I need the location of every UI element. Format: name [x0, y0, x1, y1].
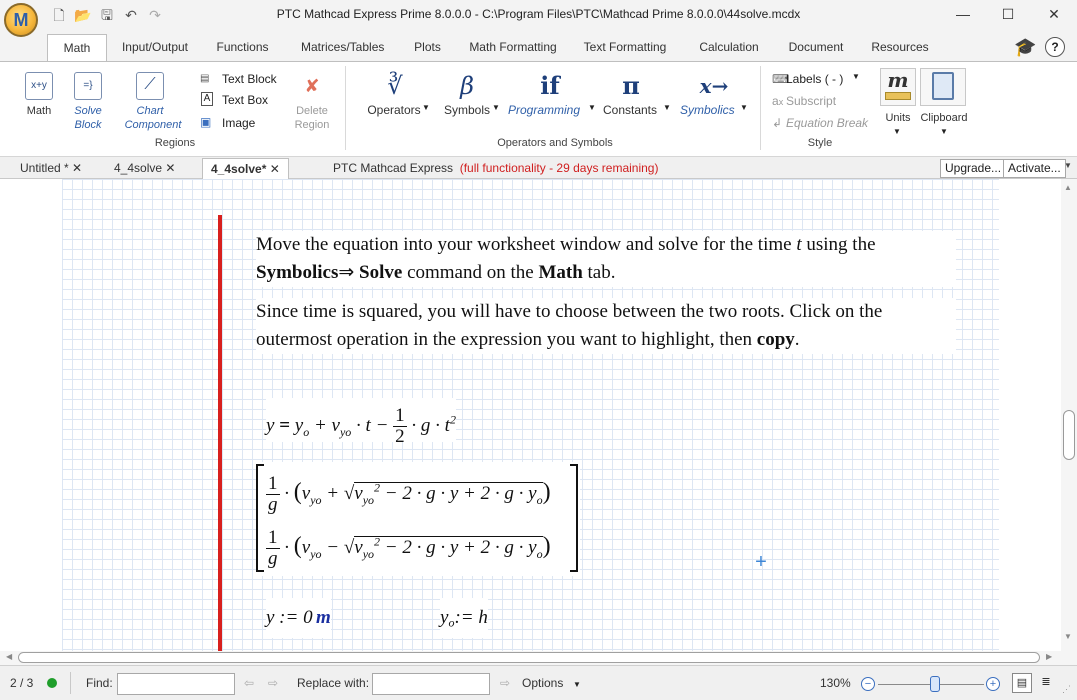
para1-bold-math: Math — [538, 262, 583, 283]
find-next-icon[interactable]: ⇨ — [268, 676, 279, 690]
zoom-out-icon[interactable]: − — [861, 677, 875, 691]
chevron-down-icon: ▼ — [663, 103, 671, 112]
chevron-down-icon: ▼ — [940, 127, 948, 136]
options-dropdown[interactable]: Options — [522, 676, 564, 690]
replace-arrow-icon[interactable]: ⇨ — [500, 676, 511, 690]
express-label: PTC Mathcad Express — [333, 161, 454, 175]
close-icon[interactable]: ✕ — [165, 161, 176, 175]
find-label: Find: — [86, 676, 113, 690]
tab-matrices-tables[interactable]: Matrices/Tables — [301, 40, 385, 54]
image-button[interactable]: Image — [222, 116, 256, 130]
scroll-up-arrow-icon[interactable]: ▲ — [1064, 183, 1072, 192]
open-folder-icon[interactable]: 📂 — [74, 7, 92, 23]
programming-dropdown[interactable]: Programming — [507, 103, 581, 117]
chart-component-icon[interactable]: ⟋ — [136, 72, 164, 100]
labels-dropdown[interactable]: Labels ( - ) — [786, 72, 844, 86]
text-block-button[interactable]: Text Block — [222, 72, 277, 86]
constants-dropdown[interactable]: Constants — [602, 103, 658, 117]
math-region-label[interactable]: Math — [26, 105, 52, 117]
doc-tab-untitled[interactable] — [12, 158, 90, 179]
equation-content: $y = y_o + v_{yo} \cdot t$ − $\frac{1}{2}$ · $g \cdot t^2$ — [266, 405, 456, 448]
symbolics-icon[interactable]: x→ — [699, 74, 729, 98]
image-icon[interactable]: ▣ — [200, 115, 212, 129]
units-icon: m — [887, 68, 909, 92]
yo-subscript: o — [448, 615, 455, 630]
page-view-icon[interactable]: ▤ — [1012, 673, 1032, 693]
math-region-solution-matrix[interactable] — [256, 462, 580, 576]
solve-block-icon[interactable]: =} — [74, 72, 102, 100]
minimize-button[interactable]: — — [956, 6, 970, 22]
constants-icon[interactable]: π — [622, 71, 640, 100]
equation-break-button[interactable]: Equation Break — [786, 116, 869, 130]
doc-tab-label: 4_4solve* — [211, 162, 267, 176]
subscript-icon: ax — [772, 94, 784, 108]
scroll-left-arrow-icon[interactable]: ◀ — [6, 652, 13, 661]
clipboard-icon — [932, 72, 954, 100]
chevron-down-icon: ▼ — [422, 103, 430, 112]
equation-break-icon: ↲ — [772, 116, 783, 130]
solve-block-label-1[interactable]: Solve — [74, 105, 102, 117]
app-logo-button[interactable]: M — [4, 3, 38, 37]
style-group-label: Style — [807, 137, 833, 149]
para1-text-c: command on the — [402, 262, 539, 283]
status-divider — [70, 672, 71, 694]
upgrade-button[interactable]: Upgrade... — [940, 159, 1006, 178]
text-box-button[interactable]: Text Box — [222, 93, 269, 107]
chevron-down-icon: ▼ — [740, 103, 748, 112]
doc-tab-4-4solve[interactable] — [106, 158, 183, 179]
text-box-icon[interactable]: A — [201, 92, 213, 106]
trial-remaining-label: (full functionality - 29 days remaining) — [459, 161, 659, 175]
doc-tab-label: 4_4solve — [114, 161, 163, 175]
solve-block-label-2[interactable]: Block — [74, 119, 102, 131]
matrix-row-2: $\frac{1}{g}$ · $(v_{yo} - √v_{yo}^2 - 2 \cdot g \cdot y + 2 \cdot g \cdot y_o)$ — [268, 527, 551, 570]
find-previous-icon[interactable]: ⇦ — [244, 676, 255, 690]
unit-meters: m — [315, 607, 331, 628]
tab-calculation[interactable]: Calculation — [699, 40, 759, 54]
chevron-down-icon: ▼ — [573, 680, 581, 689]
ruler-icon — [885, 92, 911, 100]
tab-functions[interactable]: Functions — [216, 40, 269, 54]
para2-end: . — [794, 329, 800, 350]
graduation-cap-icon[interactable]: 🎓 — [1014, 37, 1037, 57]
insertion-crosshair-icon: + — [755, 551, 767, 573]
zoom-slider-thumb[interactable] — [930, 676, 940, 692]
yo-definition-rhs: := h — [454, 607, 488, 628]
para1-text-b: using the — [801, 234, 876, 255]
window-title: PTC Mathcad Express Prime 8.0.0.0 - C:\Program Files\PTC\Mathcad Prime 8.0.0.0\44solve.mcdx — [276, 7, 801, 21]
symbolics-dropdown[interactable]: Symbolics — [680, 103, 735, 117]
horizontal-scroll-thumb[interactable] — [18, 652, 1040, 663]
undo-icon[interactable]: ↶ — [125, 7, 137, 23]
symbols-dropdown[interactable]: Symbols — [443, 103, 490, 117]
yo-variable: y — [440, 607, 449, 628]
group-divider — [760, 66, 761, 150]
delete-region-label-1[interactable]: Delete — [296, 105, 328, 117]
chart-component-label-2[interactable]: Component — [124, 119, 182, 131]
find-input[interactable] — [117, 673, 235, 695]
chart-component-label-1[interactable]: Chart — [136, 105, 164, 117]
symbols-icon[interactable]: β — [460, 72, 474, 100]
y-definition: y := 0 — [266, 607, 313, 628]
matrix-row-1: $\frac{1}{g}$ · $(v_{yo} + √v_{yo}^2 - 2 \cdot g \cdot y + 2 \cdot g \cdot y_o)$ — [268, 473, 551, 516]
express-status-message — [333, 158, 658, 179]
math-region-y-definition[interactable] — [266, 598, 331, 638]
math-region-icon[interactable]: x+y — [25, 72, 53, 100]
operators-dropdown[interactable]: Operators — [367, 103, 421, 117]
tab-resources[interactable]: Resources — [871, 40, 929, 54]
matrix-right-bracket — [570, 464, 578, 572]
tab-math-formatting[interactable]: Math Formatting — [469, 40, 557, 54]
tabs-overflow-chevron-icon[interactable]: ▼ — [1064, 161, 1072, 170]
chevron-down-icon: ▼ — [893, 127, 901, 136]
scroll-down-arrow-icon[interactable]: ▼ — [1064, 632, 1072, 641]
group-divider — [345, 66, 346, 150]
draft-view-icon[interactable]: ≣ — [1041, 676, 1051, 688]
resize-grip-icon[interactable]: ⋰ — [1062, 684, 1071, 694]
help-button[interactable]: ? — [1045, 37, 1065, 57]
chevron-down-icon: ▼ — [852, 72, 860, 81]
page-break-marker — [218, 215, 222, 651]
para1-bold-symbolics: Symbolics — [256, 262, 339, 283]
tab-document[interactable]: Document — [788, 40, 844, 54]
page-indicator: 2 / 3 — [10, 676, 34, 690]
chevron-down-icon: ▼ — [588, 103, 596, 112]
tab-math[interactable]: Math — [47, 34, 107, 61]
doc-tab-label: Untitled * — [20, 161, 69, 175]
scroll-right-arrow-icon[interactable]: ▶ — [1046, 652, 1053, 661]
maximize-button[interactable]: ☐ — [1001, 6, 1015, 22]
para2-text: Since time is squared, you will have to choose between the two roots. Click on the outermost operation in the expression you want to highlight, then — [256, 301, 883, 350]
clipboard-label[interactable]: Clipboard — [920, 112, 968, 124]
close-icon[interactable]: ✕ — [72, 161, 83, 175]
replace-input[interactable] — [372, 673, 490, 695]
programming-icon[interactable]: if — [540, 71, 560, 100]
tab-plots[interactable]: Plots — [414, 40, 441, 54]
text-region-instructions[interactable] — [256, 231, 956, 287]
new-document-icon[interactable]: 🗋 — [53, 7, 65, 23]
delete-region-label-2[interactable]: Region — [294, 119, 330, 131]
para1-bold-solve: Solve — [354, 262, 403, 283]
doc-tab-4-4solve-active[interactable] — [202, 158, 289, 179]
labels-icon: ⌨ — [772, 72, 790, 86]
replace-label: Replace with: — [297, 676, 370, 690]
calculation-status-icon — [47, 678, 57, 688]
close-icon[interactable]: ✕ — [269, 162, 280, 176]
para1-text-d: tab. — [582, 262, 616, 283]
text-region-roots[interactable] — [256, 298, 956, 354]
operators-icon[interactable]: ∛ — [387, 72, 403, 100]
operators-group-label: Operators and Symbols — [497, 137, 613, 149]
activate-button[interactable]: Activate... — [1003, 159, 1066, 178]
math-region-yo-definition[interactable] — [440, 598, 488, 638]
tab-input-output[interactable]: Input/Output — [121, 40, 189, 54]
para1-arrow: ⇒ — [338, 262, 355, 283]
save-icon[interactable]: 🖫 — [101, 7, 113, 23]
text-block-icon[interactable]: ▤ — [200, 73, 210, 84]
redo-icon[interactable]: ↷ — [149, 7, 161, 23]
para1-var-t: t — [796, 234, 802, 255]
chevron-down-icon: ▼ — [492, 103, 500, 112]
matrix-left-bracket — [256, 464, 264, 572]
subscript-button[interactable]: Subscript — [786, 94, 837, 108]
close-window-button[interactable]: ✕ — [1048, 6, 1060, 22]
tab-text-formatting[interactable]: Text Formatting — [583, 40, 667, 54]
units-label[interactable]: Units — [885, 112, 911, 124]
para1-text-a: Move the equation into your worksheet window and solve for the time — [256, 234, 797, 255]
regions-group-label: Regions — [154, 137, 196, 149]
zoom-in-icon[interactable]: + — [986, 677, 1000, 691]
math-region-equation[interactable] — [266, 398, 456, 448]
delete-region-icon[interactable]: ✘ — [304, 76, 320, 96]
vertical-scroll-thumb[interactable] — [1063, 410, 1075, 460]
zoom-level: 130% — [820, 676, 851, 690]
para2-bold-copy: copy — [756, 329, 795, 350]
